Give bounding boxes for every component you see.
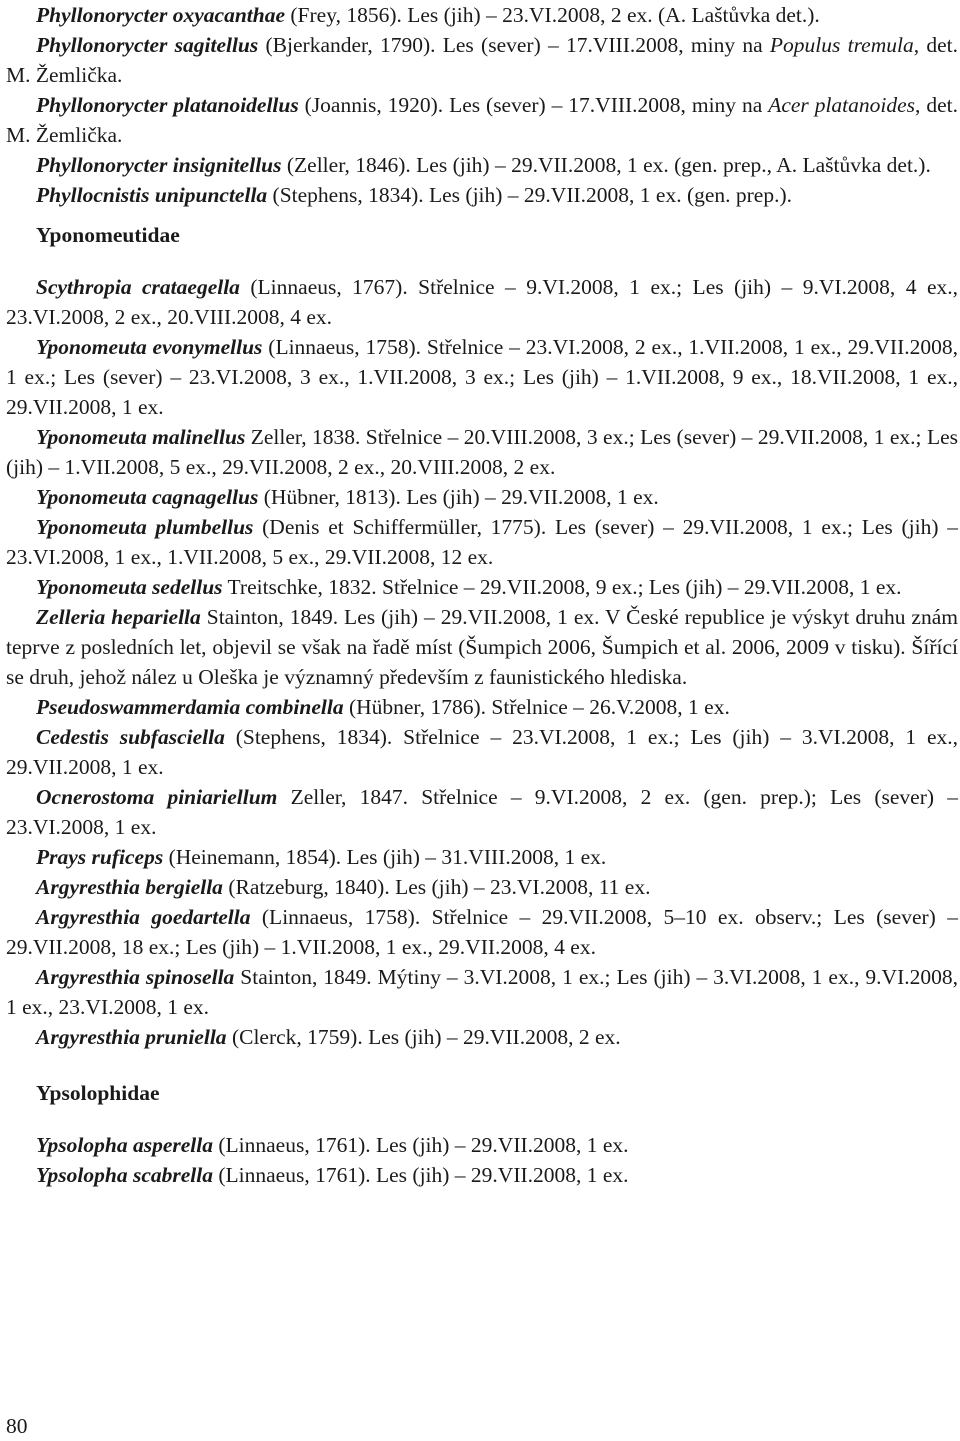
entry-text: (Clerck, 1759). Les (jih) – 29.VII.2008, 2 ex. xyxy=(226,1025,621,1049)
species-name: Phyllonorycter oxyacanthae xyxy=(36,3,286,27)
species-name: Pseudoswammerdamia combinella xyxy=(36,695,344,719)
species-entry xyxy=(6,962,958,1022)
family-heading: Yponomeutidae xyxy=(36,223,180,247)
family-heading: Ypsolophidae xyxy=(36,1081,160,1105)
entry-text: (Frey, 1856). Les (jih) – 23.VI.2008, 2 ex. (A. Laštůvka det.). xyxy=(285,3,820,27)
entry-text: (Hübner, 1786). Střelnice – 26.V.2008, 1 ex. xyxy=(343,695,730,719)
species-name: Argyresthia goedartella xyxy=(36,905,251,929)
species-name: Argyresthia spinosella xyxy=(36,965,235,989)
entry-text: (Linnaeus, 1758). Střelnice – 23.VI.2008, 2 ex., 1.VII.2008, 1 ex., 29.VII.2008, 1 ex.; Les (sever) – 23.VI.2008, 3 ex., 1.VII.2008, 3 ex.; Les (jih) – 1.VII.2008, 9 ex., 18.VII.2008, 1 ex., 29.VII.2008, 1 ex. xyxy=(6,335,958,419)
entry-text: (Ratzeburg, 1840). Les (jih) – 23.VI.2008, 11 ex. xyxy=(222,875,651,899)
entry-text: Stainton, 1849. Les (jih) – 29.VII.2008, 1 ex. V České republice je výskyt druhu znám teprve z posledních let, objevil se však na řadě míst (Šumpich 2006, Šumpich et al. 2006, 2009 v tisku). Šířící se druh, jehož nález u Oleška je významný především z faunistického hlediska. xyxy=(6,605,958,689)
entry-text: (Bjerkander, 1790). Les (sever) – 17.VIII.2008, miny na xyxy=(258,33,770,57)
entry-text: (Stephens, 1834). Střelnice – 23.VI.2008, 1 ex.; Les (jih) – 3.VI.2008, 1 ex., 29.VII.2008, 1 ex. xyxy=(6,725,958,779)
entry-text: (Heinemann, 1854). Les (jih) – 31.VIII.2008, 1 ex. xyxy=(163,845,607,869)
species-name: Phyllonorycter insignitellus xyxy=(36,153,282,177)
species-entry xyxy=(6,422,958,482)
species-entry xyxy=(6,0,958,30)
species-name: Yponomeuta plumbellus xyxy=(36,515,254,539)
species-entry xyxy=(6,902,958,962)
species-entry xyxy=(6,872,958,902)
species-entry xyxy=(6,1022,958,1052)
species-name: Ocnerostoma piniariellum xyxy=(36,785,278,809)
species-name: Phyllonorycter platanoidellus xyxy=(36,93,299,117)
entry-text: (Linnaeus, 1761). Les (jih) – 29.VII.2008, 1 ex. xyxy=(212,1133,629,1157)
entry-text: (Stephens, 1834). Les (jih) – 29.VII.2008, 1 ex. (gen. prep.). xyxy=(267,183,793,207)
species-name: Argyresthia bergiella xyxy=(36,875,223,899)
species-name: Yponomeuta malinellus xyxy=(36,425,246,449)
species-entry xyxy=(6,90,958,150)
entry-text: Treitschke, 1832. Střelnice – 29.VII.2008, 9 ex.; Les (jih) – 29.VII.2008, 1 ex. xyxy=(222,575,902,599)
entry-text: Stainton, 1849. Mýtiny – 3.VI.2008, 1 ex.; Les (jih) – 3.VI.2008, 1 ex., 9.VI.2008, 1 ex., 23.VI.2008, 1 ex. xyxy=(6,965,958,1019)
species-entry xyxy=(6,512,958,572)
species-entry xyxy=(6,150,958,180)
species-name: Yponomeuta evonymellus xyxy=(36,335,263,359)
entry-text: (Linnaeus, 1758). Střelnice – 29.VII.2008, 5–10 ex. observ.; Les (sever) – 29.VII.2008, 18 ex.; Les (jih) – 1.VII.2008, 1 ex., 29.VII.2008, 4 ex. xyxy=(6,905,958,959)
species-name: Cedestis subfasciella xyxy=(36,725,225,749)
page-number: 80 xyxy=(6,1414,28,1438)
species-name: Ypsolopha scabrella xyxy=(36,1163,213,1187)
species-entry xyxy=(6,842,958,872)
entry-text: (Joannis, 1920). Les (sever) – 17.VIII.2008, miny na xyxy=(298,93,769,117)
entry-text: (Hübner, 1813). Les (jih) – 29.VII.2008, 1 ex. xyxy=(258,485,659,509)
species-entry xyxy=(6,332,958,422)
species-entry xyxy=(6,180,958,210)
entry-text: Zeller, 1847. Střelnice – 9.VI.2008, 2 ex. (gen. prep.); Les (sever) – 23.VI.2008, 1 ex. xyxy=(6,785,958,839)
entry-text: (Denis et Schiffermüller, 1775). Les (sever) – 29.VII.2008, 1 ex.; Les (jih) – 23.VI.2008, 1 ex., 1.VII.2008, 5 ex., 29.VII.2008, 12 ex. xyxy=(6,515,958,569)
species-entry xyxy=(6,30,958,90)
species-entry xyxy=(6,602,958,692)
species-name: Phyllocnistis unipunctella xyxy=(36,183,268,207)
entry-text: , det. M. Žemlička. xyxy=(6,93,958,147)
species-entry xyxy=(6,1130,958,1160)
species-entry xyxy=(6,722,958,782)
entry-text: (Linnaeus, 1767). Střelnice – 9.VI.2008, 1 ex.; Les (jih) – 9.VI.2008, 4 ex., 23.VI.2008, 2 ex., 20.VIII.2008, 4 ex. xyxy=(6,275,958,329)
species-name: Prays ruficeps xyxy=(36,845,164,869)
species-name: Yponomeuta sedellus xyxy=(36,575,223,599)
species-entry xyxy=(6,272,958,332)
species-name: Phyllonorycter sagitellus xyxy=(36,33,259,57)
entry-text: , det. M. Žemlička. xyxy=(6,33,958,87)
host-plant: Populus tremula xyxy=(769,33,914,57)
species-entry xyxy=(6,572,958,602)
species-entry xyxy=(6,1160,958,1190)
species-name: Zelleria hepariella xyxy=(36,605,201,629)
entry-text: (Zeller, 1846). Les (jih) – 29.VII.2008, 1 ex. (gen. prep., A. Laštůvka det.). xyxy=(281,153,931,177)
host-plant: Acer platanoides xyxy=(768,93,916,117)
species-entry xyxy=(6,782,958,842)
species-name: Ypsolopha asperella xyxy=(36,1133,213,1157)
entry-text: Zeller, 1838. Střelnice – 20.VIII.2008, 3 ex.; Les (sever) – 29.VII.2008, 1 ex.; Les (jih) – 1.VII.2008, 5 ex., 29.VII.2008, 2 ex., 20.VIII.2008, 2 ex. xyxy=(6,425,958,479)
species-name: Argyresthia pruniella xyxy=(36,1025,227,1049)
species-name: Yponomeuta cagnagellus xyxy=(36,485,259,509)
species-entry xyxy=(6,482,958,512)
species-entry xyxy=(6,692,958,722)
document-page xyxy=(6,0,958,1190)
entry-text: (Linnaeus, 1761). Les (jih) – 29.VII.2008, 1 ex. xyxy=(212,1163,629,1187)
species-name: Scythropia crataegella xyxy=(36,275,240,299)
